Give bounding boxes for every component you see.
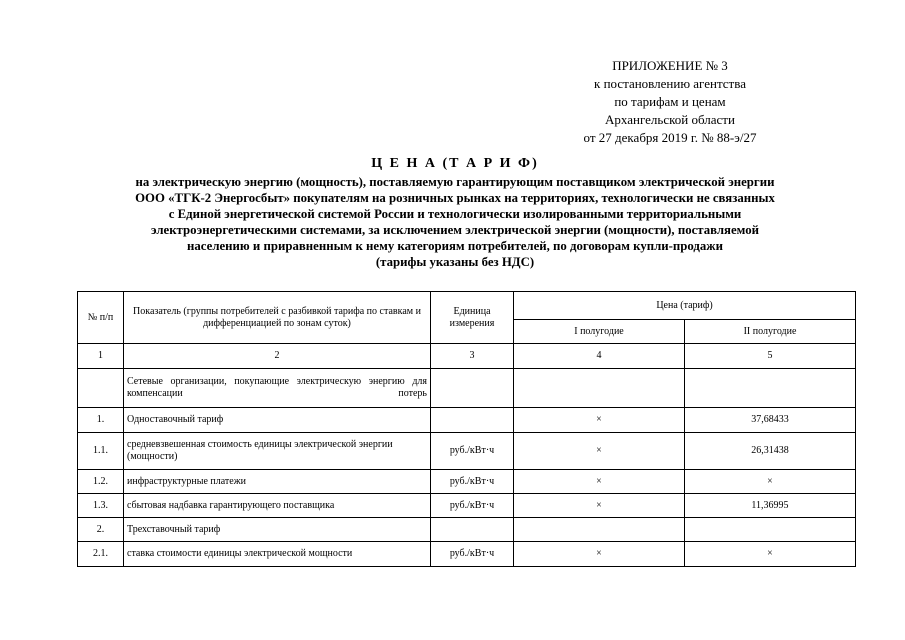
row-half1: × <box>514 494 685 518</box>
row-name: Трехставочный тариф <box>124 518 431 542</box>
column-number: 1 <box>78 344 124 369</box>
row-num: 1. <box>78 408 124 433</box>
row-half2: 26,31438 <box>685 433 856 470</box>
appendix-line: по тарифам и ценам <box>614 94 726 109</box>
row-unit <box>431 518 514 542</box>
row-half1 <box>514 518 685 542</box>
table-cell <box>514 369 685 408</box>
table-cell <box>685 369 856 408</box>
row-num: 1.1. <box>78 433 124 470</box>
row-half2: × <box>685 470 856 494</box>
header-num: № п/п <box>78 292 124 344</box>
table-row <box>78 518 856 542</box>
appendix-line: от 27 декабря 2019 г. № 88-э/27 <box>583 130 757 145</box>
table-row <box>78 542 856 567</box>
column-number: 5 <box>685 344 856 369</box>
document-subtitle <box>60 174 850 270</box>
row-name: сбытовая надбавка гарантирующего поставщика <box>124 494 431 518</box>
table-row <box>78 470 856 494</box>
row-half2 <box>685 518 856 542</box>
column-number: 4 <box>514 344 685 369</box>
group-row <box>78 369 856 408</box>
row-unit: руб./кВт·ч <box>431 433 514 470</box>
row-unit: руб./кВт·ч <box>431 470 514 494</box>
row-name: инфраструктурные платежи <box>124 470 431 494</box>
column-number: 3 <box>431 344 514 369</box>
table-row <box>78 433 856 470</box>
row-unit <box>431 408 514 433</box>
row-half2: 11,36995 <box>685 494 856 518</box>
table-cell <box>431 369 514 408</box>
table-row <box>78 408 856 433</box>
table-cell <box>78 369 124 408</box>
document-title: Ц Е Н А (Т А Р И Ф) <box>371 156 539 171</box>
tariff-table <box>77 291 856 567</box>
header-price: Цена (тариф) <box>514 292 856 320</box>
subtitle-line: электроэнергетическими системами, за исключением электрической энергии (мощности), поставляемой <box>151 223 759 237</box>
title-block <box>60 154 850 270</box>
row-name: средневзвешенная стоимость единицы электрической энергии (мощности) <box>124 433 431 470</box>
appendix-line: ПРИЛОЖЕНИЕ № 3 <box>612 58 728 73</box>
row-num: 2.1. <box>78 542 124 567</box>
row-half1: × <box>514 542 685 567</box>
column-number: 2 <box>124 344 431 369</box>
header-half2: II полугодие <box>685 320 856 344</box>
group-name: Сетевые организации, покупающие электрическую энергию для компенсации потерь <box>124 369 431 408</box>
row-num: 2. <box>78 518 124 542</box>
row-num: 1.3. <box>78 494 124 518</box>
column-number-row <box>78 344 856 369</box>
row-half1: × <box>514 433 685 470</box>
subtitle-line: населению и приравненным к нему категориям потребителей, по договорам купли-продажи <box>187 239 723 253</box>
row-half1: × <box>514 470 685 494</box>
header-indicator: Показатель (группы потребителей с разбивкой тарифа по ставкам и дифференциацией по зонам суток) <box>124 292 431 344</box>
header-unit: Единица измерения <box>431 292 514 344</box>
row-unit: руб./кВт·ч <box>431 542 514 567</box>
row-name: ставка стоимости единицы электрической мощности <box>124 542 431 567</box>
row-name: Одноставочный тариф <box>124 408 431 433</box>
table-row <box>78 494 856 518</box>
appendix-line: к постановлению агентства <box>594 76 746 91</box>
row-unit: руб./кВт·ч <box>431 494 514 518</box>
subtitle-line: (тарифы указаны без НДС) <box>375 255 535 269</box>
row-half1: × <box>514 408 685 433</box>
subtitle-line: ООО «ТГК-2 Энергосбыт» покупателям на розничных рынках на территориях, технологически не связанных <box>135 191 775 205</box>
row-half2: × <box>685 542 856 567</box>
header-half1: I полугодие <box>514 320 685 344</box>
appendix-header <box>520 57 820 147</box>
subtitle-line: с Единой энергетической системой России и технологически изолированными территориальными <box>168 207 742 221</box>
table-header-row <box>78 292 856 320</box>
row-num: 1.2. <box>78 470 124 494</box>
appendix-line: Архангельской области <box>605 112 735 127</box>
row-half2: 37,68433 <box>685 408 856 433</box>
subtitle-line: на электрическую энергию (мощность), поставляемую гарантирующим поставщиком электрической энергии <box>135 175 775 189</box>
